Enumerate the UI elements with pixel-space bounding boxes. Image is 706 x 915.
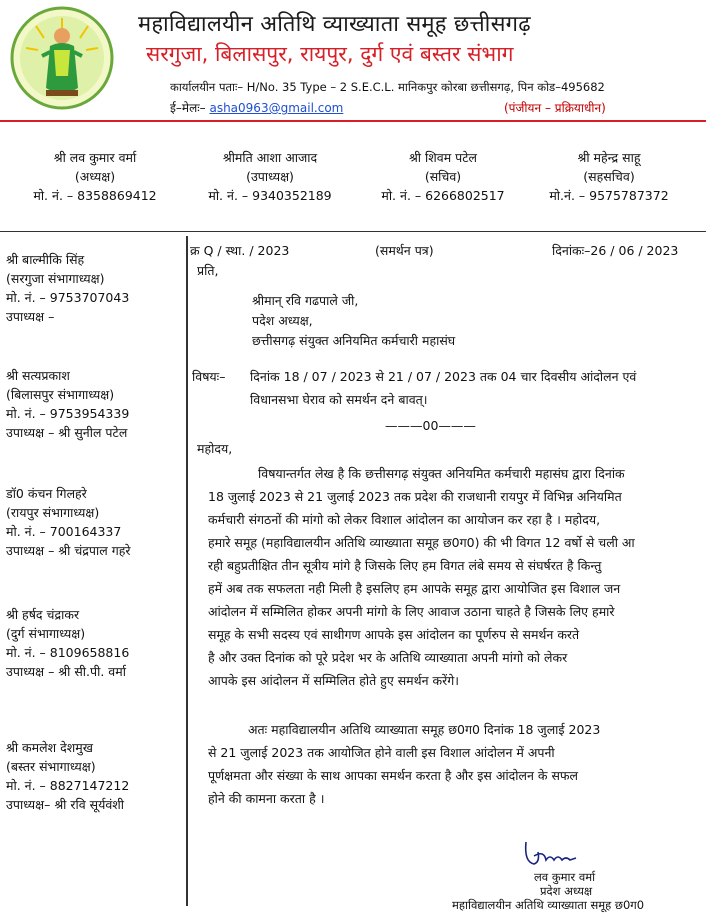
member-vice: उपाध्यक्ष– श्री रवि सूर्यवंशी [6, 797, 125, 812]
member-name: श्री कमलेश देशमुख [6, 740, 93, 755]
subject-line: विधानसभा घेराव को समर्थन दने बावत्। [250, 392, 428, 407]
office-bearer-secretary [368, 148, 518, 205]
member-mobile: मो. नं. – 8109658816 [6, 645, 130, 660]
bearer-role: (सचिव) [424, 169, 462, 184]
body-line: होने की कामना करता है । [208, 791, 325, 806]
subject-line: दिनांक 18 / 07 / 2023 से 21 / 07 / 2023 तक 04 चार दिवसीय आंदोलन एवं [250, 369, 637, 384]
member-role: (सरगुजा संभागाध्यक्ष) [6, 271, 105, 286]
letterhead-title: महाविद्यालयीन अतिथि व्याख्याता समूह छत्तीसगढ़ [138, 12, 531, 37]
sidebar-member-bastar [6, 738, 129, 814]
office-bearer-president [20, 148, 170, 205]
body-paragraph-2 [208, 718, 600, 810]
member-name: डॉ0 कंचन गिलहरे [6, 486, 87, 501]
bearer-name: श्रीमति आशा आजाद [222, 150, 318, 165]
body-line: कर्मचारी संगठनों की मांगो को लेकर विशाल आंदोलन का आयोजन कर रहा है । महोदय, [208, 512, 601, 527]
email-line [170, 99, 343, 116]
addressee-line: श्रीमान् रवि गढपाले जी, [252, 293, 359, 308]
bearer-mobile: मो. नं. – 8358869412 [33, 188, 157, 203]
body-line: हमारे समूह (महाविद्यालयीन अतिथि व्याख्याता समूह छ0ग0) की भी विगत 12 वर्षो से चली आ [208, 535, 635, 550]
office-bearer-joint-secretary [534, 148, 684, 205]
email-link[interactable]: asha0963@gmail.com [209, 101, 344, 115]
signatory-name: लव कुमार वर्मा [534, 870, 596, 884]
addressee-line: पदेश अध्यक्ष, [252, 313, 313, 328]
member-name: श्री हर्षद चंद्राकर [6, 607, 80, 622]
member-mobile: मो. नं. – 9753954339 [6, 406, 130, 421]
body-line: रही बहुप्रतीक्षित तीन सूत्रीय मांगे है जिसके लिए हम विगत लंबे समय से संघर्षरत है किन्तु [208, 558, 602, 573]
letterhead-address: कार्यालयीन पताः– H/No. 35 Type – 2 S.E.C.L. मानिकपुर कोरबा छत्तीसगढ़, पिन कोड–495682 [170, 80, 605, 94]
body-line: है और उक्त दिनांक को पूरे प्रदेश भर के अतिथि व्याख्याता अपनी मांगो को लेकर [208, 650, 568, 665]
letter-ref: क्र Q / स्था. / 2023 [190, 243, 290, 258]
sidebar-member-bilaspur [6, 366, 129, 442]
bearer-mobile: मो. नं. – 9340352189 [208, 188, 332, 203]
signatory-title: प्रदेश अध्यक्ष [540, 884, 593, 898]
body-line: पूर्णक्षमता और संख्या के साथ आपका समर्थन करता है और इस आंदोलन के सफल [208, 768, 579, 783]
member-vice: उपाध्यक्ष – [6, 309, 55, 324]
letter-prati: प्रति, [197, 263, 219, 278]
organization-logo [6, 6, 118, 110]
member-role: (रायपुर संभागाध्यक्ष) [6, 505, 100, 520]
sidebar-member-surguja [6, 250, 129, 326]
header-divider [0, 120, 706, 122]
letter-type: (समर्थन पत्र) [375, 243, 434, 258]
body-line: समूह के सभी सदस्य एवं साथीगण आपके इस आंदोलन का पूर्णरुप से समर्थन करते [208, 627, 580, 642]
addressee-line: छत्तीसगढ़ संयुक्त अनियमित कर्मचारी महासंघ [252, 333, 456, 348]
handwritten-signature [520, 832, 580, 872]
email-label: ई–मेलः– [170, 101, 206, 115]
bearer-role: (अध्यक्ष) [74, 169, 116, 184]
separator: ———00——— [385, 418, 476, 433]
member-role: (दुर्ग संभागाध्यक्ष) [6, 626, 86, 641]
member-role: (बिलासपुर संभागाध्यक्ष) [6, 387, 115, 402]
bearer-role: (सहसचिव) [583, 169, 635, 184]
body-line: हमें अब तक सफलता नही मिली है इसलिए हम आपके समूह द्वारा आयोजित इस विशाल जन [208, 581, 621, 596]
member-vice: उपाध्यक्ष – श्री चंद्रपाल गहरे [6, 543, 131, 558]
registration-status: (पंजीयन – प्रक्रियाधीन) [504, 101, 606, 115]
member-vice: उपाध्यक्ष – श्री सी.पी. वर्मा [6, 664, 126, 679]
office-bearer-vice-president [195, 148, 345, 205]
body-line: 18 जुलाई 2023 से 21 जुलाई 2023 तक प्रदेश की राजधानी रायपुर में विभिन्न अनियमित [208, 489, 622, 504]
sidebar-member-raipur [6, 484, 131, 560]
bearer-role: (उपाध्यक्ष) [246, 169, 294, 184]
bearer-mobile: मो.नं. – 9575787372 [549, 188, 669, 203]
body-line: से 21 जुलाई 2023 तक आयोजित होने वाली इस विशाल आंदोलन में अपनी [208, 745, 555, 760]
subject-label: विषयः– [192, 369, 226, 384]
bearers-divider [0, 231, 706, 232]
body-line: अतः महाविद्यालयीन अतिथि व्याख्याता समूह छ0ग0 दिनांक 18 जुलाई 2023 [248, 722, 601, 737]
member-mobile: मो. नं. – 700164337 [6, 524, 122, 539]
bearer-mobile: मो. नं. – 6266802517 [381, 188, 505, 203]
bearer-name: श्री महेन्द्र साहू [577, 150, 641, 165]
bearer-name: श्री शिवम पटेल [408, 150, 478, 165]
letterhead-subtitle: सरगुजा, बिलासपुर, रायपुर, दुर्ग एवं बस्तर संभाग [146, 42, 514, 66]
body-line: आंदोलन में सम्मिलित होकर अपनी मांगो के लिए आवाज उठाना चाहते है जिसके लिए हमारे [208, 604, 615, 619]
body-line: आपके इस आंदोलन में सम्मिलित होते हुए समर्थन करेंगे। [208, 673, 460, 688]
bearer-name: श्री लव कुमार वर्मा [53, 150, 137, 165]
member-mobile: मो. नं. – 8827147212 [6, 778, 130, 793]
member-role: (बस्तर संभागाध्यक्ष) [6, 759, 96, 774]
member-vice: उपाध्यक्ष – श्री सुनील पटेल [6, 425, 128, 440]
member-name: श्री सत्यप्रकाश [6, 368, 70, 383]
salutation: महोदय, [197, 441, 233, 456]
letter-date: दिनांकः–26 / 06 / 2023 [552, 243, 679, 258]
member-mobile: मो. नं. – 9753707043 [6, 290, 130, 305]
signatory-org: महाविद्यालयीन अतिथि व्याख्याता समूह छ0ग0 [452, 898, 645, 912]
body-line: विषयान्तर्गत लेख है कि छत्तीसगढ़ संयुक्त अनियमित कर्मचारी महासंघ द्वारा दिनांक [258, 466, 625, 481]
member-name: श्री बाल्मीकि सिंह [6, 252, 85, 267]
sidebar-divider [186, 236, 188, 906]
body-paragraph-1 [208, 462, 635, 692]
sidebar-member-durg [6, 605, 129, 681]
